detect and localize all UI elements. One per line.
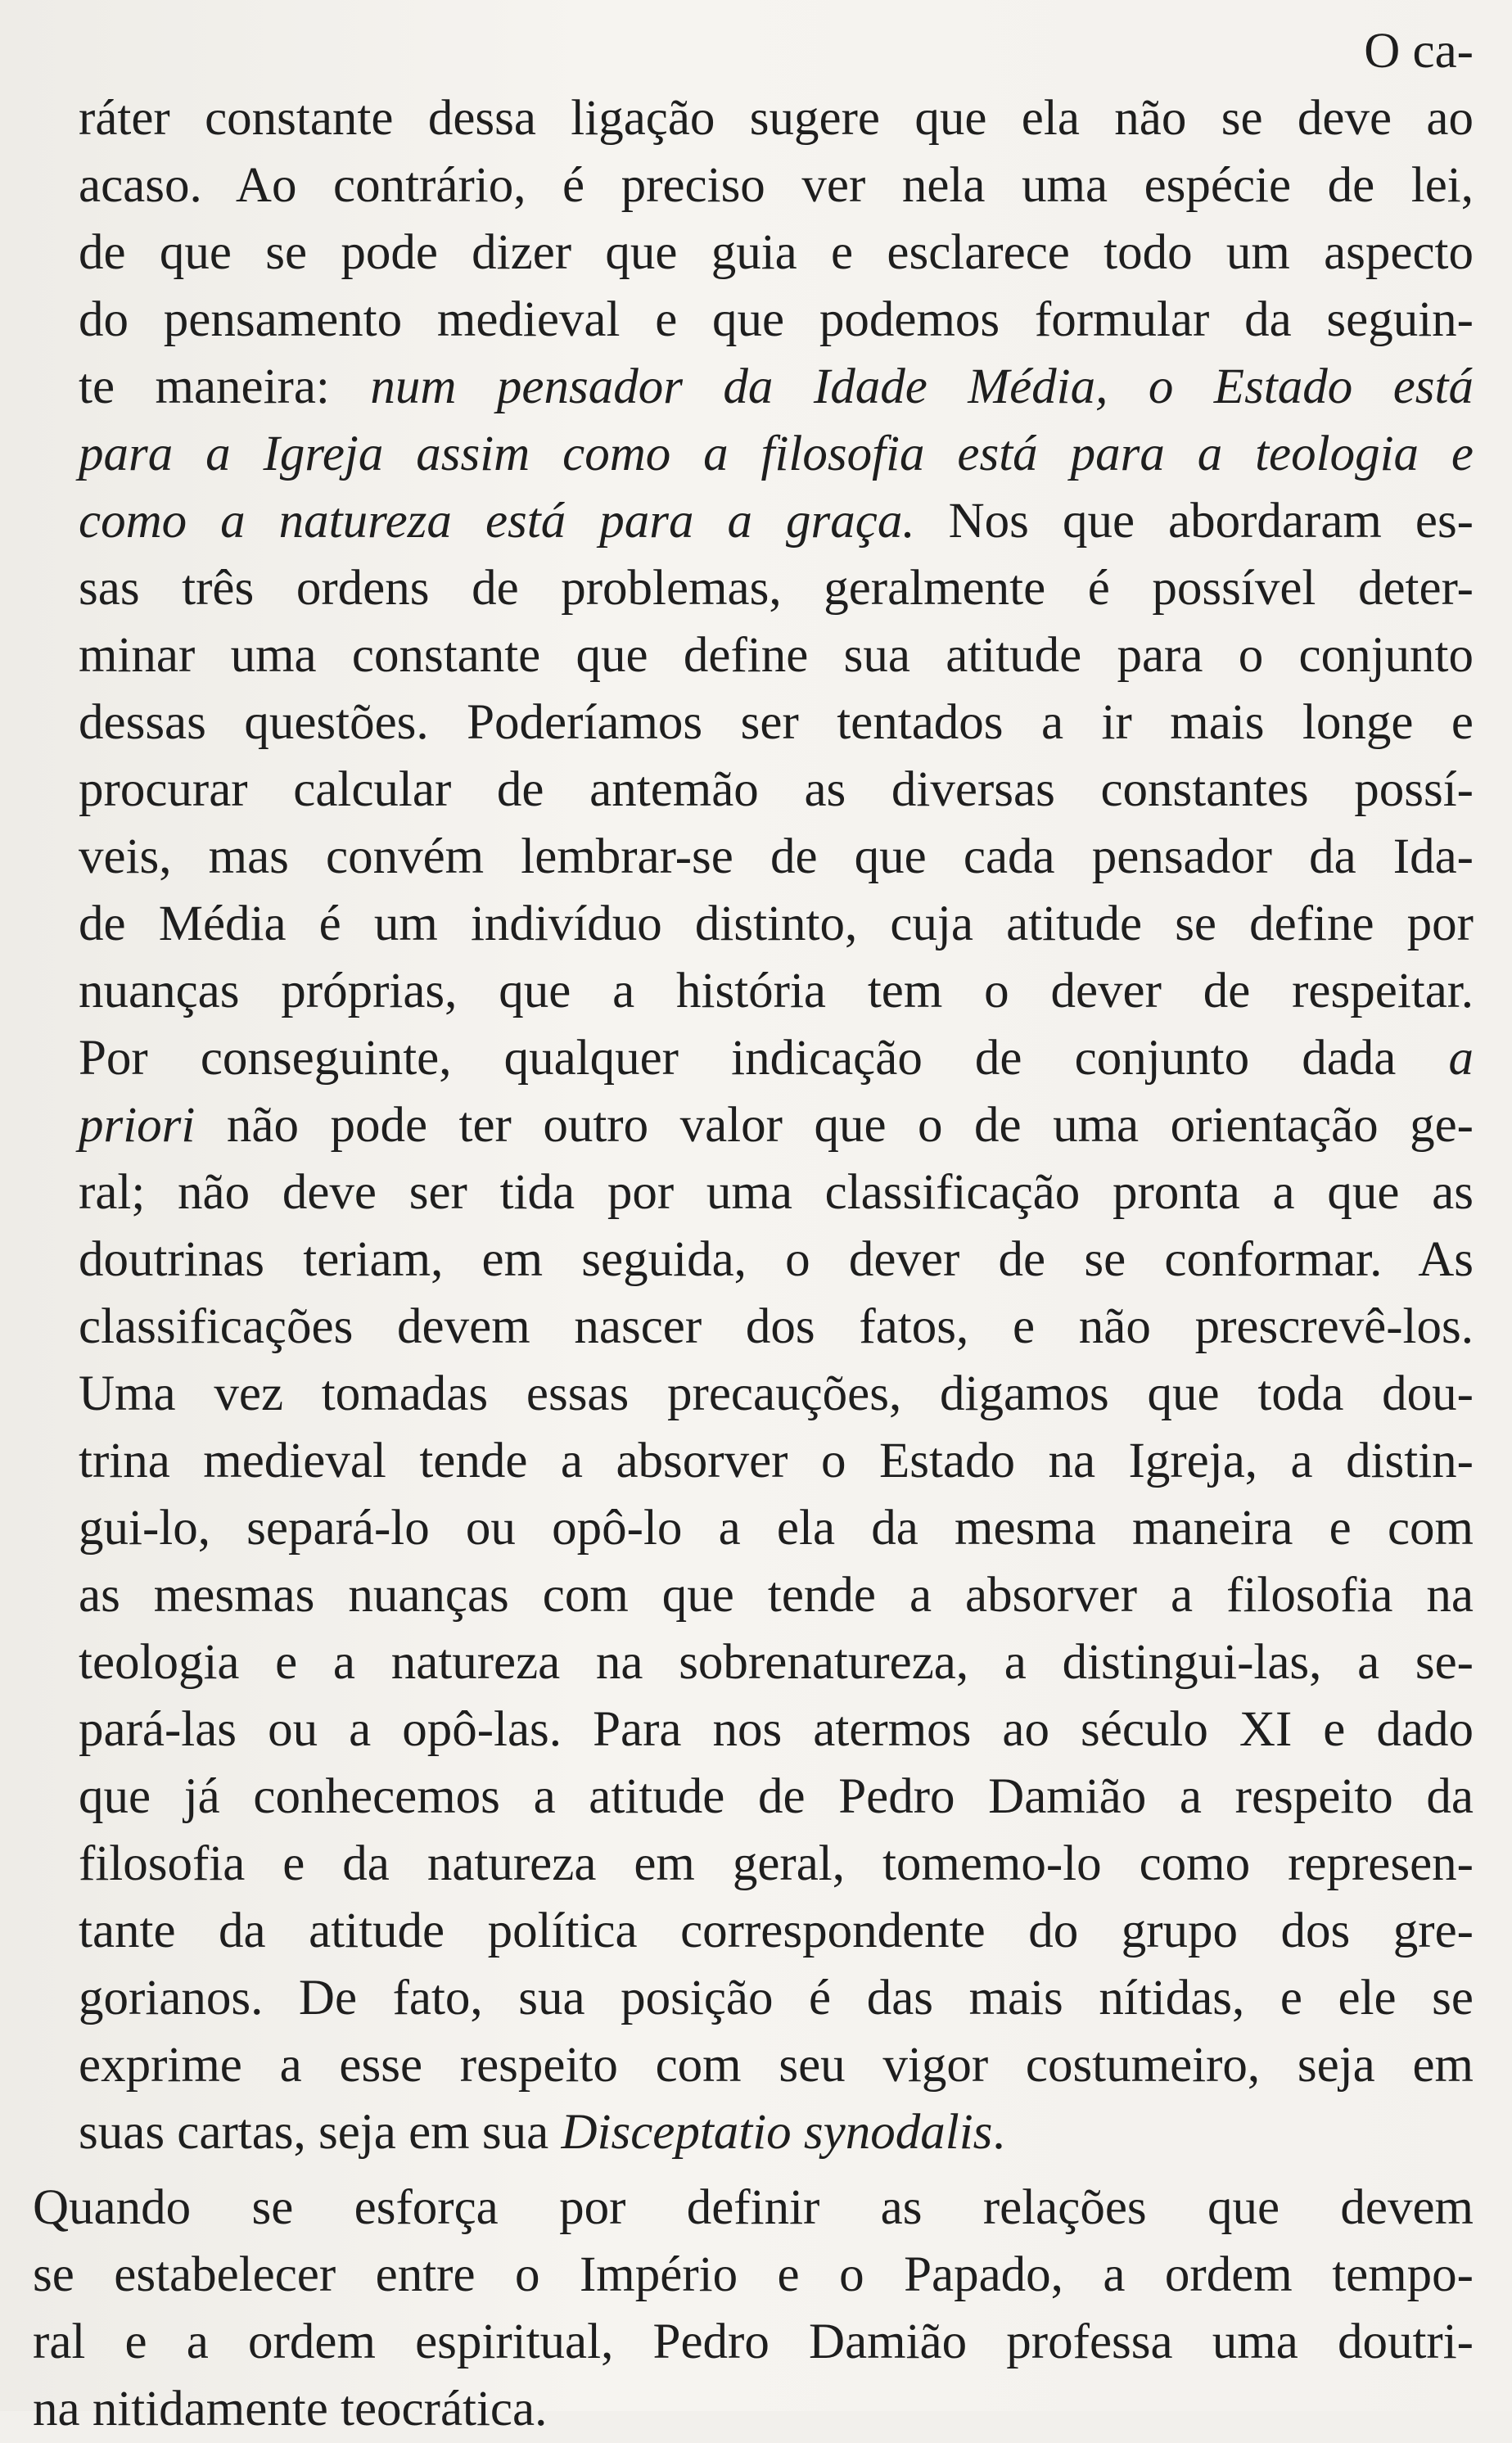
page-text	[33, 18, 1474, 2443]
text-line: exprime a esse respeito com seu vigor costumeiro, seja em	[79, 2038, 1474, 2093]
text-span: .	[992, 2105, 1005, 2160]
text-line: dessas questões. Poderíamos ser tentados a ir mais longe e	[79, 695, 1474, 750]
text-line: se estabelecer entre o Império e o Papado, a ordem tempo-	[33, 2247, 1474, 2302]
italic-text: como a natureza está para a graça.	[79, 494, 915, 549]
text-line: teologia e a natureza na sobrenatureza, a distingui-las, a se-	[79, 1635, 1474, 1690]
text-line: ráter constante dessa ligação sugere que ela não se deve ao	[79, 91, 1474, 146]
text-line: acaso. Ao contrário, é preciso ver nela uma espécie de lei,	[79, 158, 1474, 213]
text-line: sas três ordens de problemas, geralmente é possível deter-	[79, 561, 1474, 616]
text-line: gorianos. De fato, sua posição é das mais nítidas, e ele se	[79, 1971, 1474, 2025]
text-line: que já conhecemos a atitude de Pedro Damião a respeito da	[79, 1769, 1474, 1824]
text-line: ral e a ordem espiritual, Pedro Damião professa uma doutri-	[33, 2314, 1474, 2369]
text-line: nuanças próprias, que a história tem o dever de respeitar.	[79, 964, 1474, 1018]
text-span: Nos que abordaram es-	[914, 494, 1474, 549]
text-line	[33, 1025, 1474, 1092]
text-line: ral; não deve ser tida por uma classificação pronta a que as	[79, 1165, 1474, 1220]
text-span: te maneira:	[79, 359, 371, 414]
text-line	[33, 354, 1474, 421]
text-line: minar uma constante que define sua atitude para o conjunto	[79, 628, 1474, 683]
text-line: gui-lo, separá-lo ou opô-lo a ela da mesma maneira e com	[79, 1501, 1474, 1556]
paragraph-1	[33, 18, 1474, 2166]
text-line: Quando se esforça por definir as relações que devem	[33, 2180, 1474, 2235]
text-line: pará-las ou a opô-las. Para nos atermos ao século XI e dado	[79, 1702, 1474, 1757]
text-span: não pode ter outro valor que o de uma orientação ge-	[195, 1098, 1474, 1153]
text-line: doutrinas teriam, em seguida, o dever de se conformar. As	[79, 1232, 1474, 1287]
italic-text: num pensador da Idade Média, o Estado está	[370, 359, 1474, 414]
text-line: filosofia e da natureza em geral, tomemo-lo como represen-	[79, 1836, 1474, 1891]
text-line: O ca-	[1364, 24, 1474, 79]
text-line: de Média é um indivíduo distinto, cuja atitude se define por	[79, 896, 1474, 951]
italic-text: para a Igreja assim como a filosofia está para a teologia e	[79, 427, 1474, 481]
text-line: classificações devem nascer dos fatos, e não prescrevê-los.	[79, 1299, 1474, 1354]
text-line: na nitidamente teocrática.	[33, 2382, 548, 2436]
text-line	[33, 488, 1474, 555]
text-line: procurar calcular de antemão as diversas constantes possí-	[79, 762, 1474, 817]
text-line	[33, 1092, 1474, 1159]
text-line: Uma vez tomadas essas precauções, digamos que toda dou-	[79, 1366, 1474, 1421]
text-line: de que se pode dizer que guia e esclarece todo um aspecto	[79, 225, 1474, 280]
text-line	[33, 421, 1474, 488]
italic-text: a	[1448, 1031, 1474, 1086]
text-line: trina medieval tende a absorver o Estado na Igreja, a distin-	[79, 1434, 1474, 1488]
text-line	[33, 2099, 1474, 2166]
italic-text: Disceptatio synodalis	[561, 2105, 993, 2160]
text-span: suas cartas, seja em sua	[79, 2105, 562, 2160]
text-span: Por conseguinte, qualquer indicação de conjunto dada	[79, 1031, 1449, 1086]
text-line: veis, mas convém lembrar-se de que cada pensador da Ida-	[79, 829, 1474, 884]
paragraph-2	[33, 2174, 1474, 2443]
italic-text: priori	[79, 1098, 196, 1153]
text-line: as mesmas nuanças com que tende a absorver a filosofia na	[79, 1568, 1474, 1623]
text-line: tante da atitude política correspondente do grupo dos gre-	[79, 1903, 1474, 1958]
text-line: do pensamento medieval e que podemos formular da seguin-	[79, 292, 1474, 347]
